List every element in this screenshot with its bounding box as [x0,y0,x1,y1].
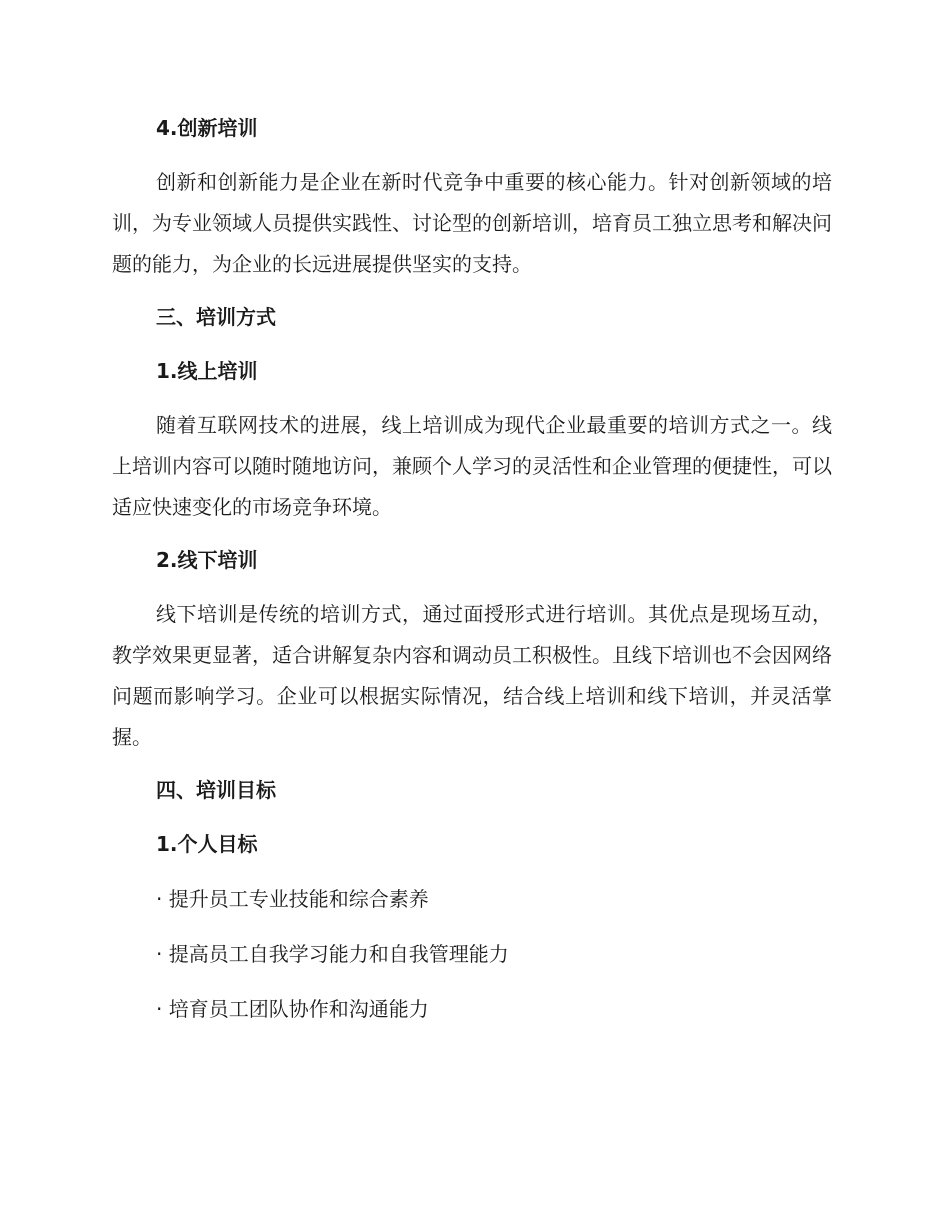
document-body [112,108,832,1029]
heading-training-methods: 三、培训方式 [156,305,276,329]
list-item: · 提高员工自我学习能力和自我管理能力 [156,942,509,966]
subheading-personal-goals: 1.个人目标 [156,832,258,856]
paragraph-innovation-training: 创新和创新能力是企业在新时代竞争中重要的核心能力。针对创新领域的培训，为专业领域人员提供实践性、讨论型的创新培训，培育员工独立思考和解决问题的能力，为企业的长远进展提供坚实的支持。 [112,170,832,276]
heading-training-goals: 四、培训目标 [156,778,276,802]
list-item: · 培育员工团队协作和沟通能力 [156,997,429,1021]
subheading-offline-training: 2.线下培训 [156,548,258,572]
heading-innovation-training: 4.创新培训 [156,116,258,140]
paragraph-online-training: 随着互联网技术的进展，线上培训成为现代企业最重要的培训方式之一。线上培训内容可以随时随地访问，兼顾个人学习的灵活性和企业管理的便捷性，可以适应快速变化的市场竞争环境。 [112,413,832,519]
list-item: · 提升员工专业技能和综合素养 [156,887,429,911]
subheading-online-training: 1.线上培训 [156,359,258,383]
paragraph-offline-training: 线下培训是传统的培训方式，通过面授形式进行培训。其优点是现场互动，教学效果更显著，适合讲解复杂内容和调动员工积极性。且线下培训也不会因网络问题而影响学习。企业可以根据实际情况，结合线上培训和线下培训，并灵活掌握。 [112,602,832,749]
